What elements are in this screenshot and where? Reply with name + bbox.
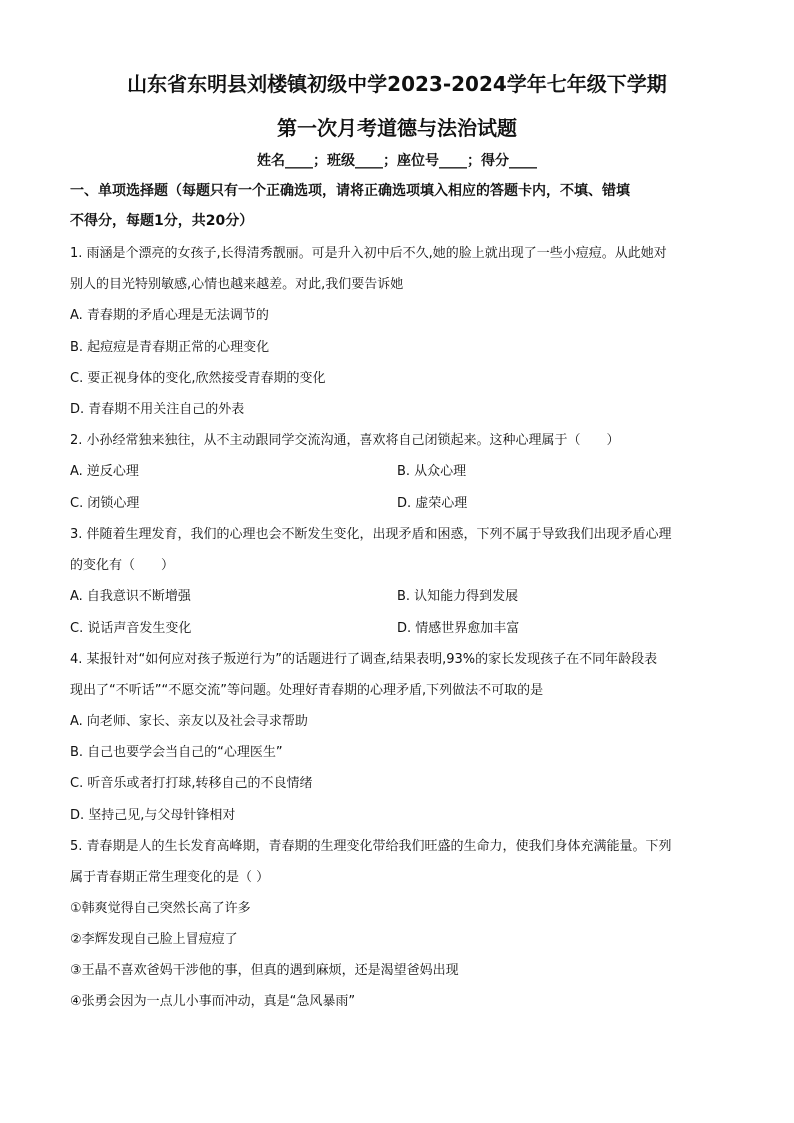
question-2-option-a: A. 逆反心理 xyxy=(70,464,139,479)
question-3-option-a: A. 自我意识不断增强 xyxy=(70,589,191,604)
question-4-option-d: D. 坚持己见,与父母针锋相对 xyxy=(70,808,236,823)
question-1-option-d: D. 青春期不用关注自己的外表 xyxy=(70,402,245,417)
question-5-stem-line2: 属于青春期正常生理变化的是（ ） xyxy=(70,870,270,885)
question-4-stem-line2: 现出了“不听话”“不愿交流”等问题。处理好青春期的心理矛盾,下列做法不可取的是 xyxy=(70,683,544,698)
exam-title-line1: 山东省东明县刘楼镇初级中学2023-2024学年七年级下学期 xyxy=(127,72,667,96)
question-1-stem-line2: 别人的目光特别敏感,心情也越来越差。对此,我们要告诉她 xyxy=(70,277,404,292)
section-heading-line1: 一、单项选择题（每题只有一个正确选项，请将正确选项填入相应的答题卡内，不填、错填 xyxy=(70,183,630,199)
question-2-option-b: B. 从众心理 xyxy=(397,464,467,479)
question-2-option-d: D. 虚荣心理 xyxy=(397,496,468,511)
question-4-option-c: C. 听音乐或者打打球,转移自己的不良情绪 xyxy=(70,776,313,791)
question-1-option-a: A. 青春期的矛盾心理是无法调节的 xyxy=(70,308,269,323)
question-1-option-c: C. 要正视身体的变化,欣然接受青春期的变化 xyxy=(70,371,326,386)
question-3-option-b: B. 认知能力得到发展 xyxy=(397,589,519,604)
question-5-stem-line1: 5. 青春期是人的生长发育高峰期，青春期的生理变化带给我们旺盛的生命力，使我们身体充满能量。下列 xyxy=(70,839,672,854)
question-3-option-c: C. 说话声音发生变化 xyxy=(70,621,192,636)
student-info-line: 姓名____；班级____；座位号____；得分____ xyxy=(257,153,537,169)
question-4-stem-line1: 4. 某报针对“如何应对孩子叛逆行为”的话题进行了调查,结果表明,93%的家长发现孩子在不同年龄段表 xyxy=(70,652,658,667)
question-2-option-c: C. 闭锁心理 xyxy=(70,496,140,511)
question-5-item-1: ①韩爽觉得自己突然长高了许多 xyxy=(70,901,251,916)
question-5-item-4: ④张勇会因为一点儿小事而冲动，真是“急风暴雨” xyxy=(70,994,356,1009)
exam-title-line2: 第一次月考道德与法治试题 xyxy=(277,116,517,140)
question-2-stem: 2. 小孙经常独来独往，从不主动跟同学交流沟通，喜欢将自己闭锁起来。这种心理属于（ ） xyxy=(70,433,620,448)
question-3-stem-line1: 3. 伴随着生理发育，我们的心理也会不断发生变化，出现矛盾和困惑，下列不属于导致我们出现矛盾心理 xyxy=(70,527,672,542)
question-4-option-a: A. 向老师、家长、亲友以及社会寻求帮助 xyxy=(70,714,308,729)
question-1-stem-line1: 1. 雨涵是个漂亮的女孩子,长得清秀靓丽。可是升入初中后不久,她的脸上就出现了一些小痘痘。从此她对 xyxy=(70,246,667,261)
question-5-item-3: ③王晶不喜欢爸妈干涉他的事，但真的遇到麻烦，还是渴望爸妈出现 xyxy=(70,963,459,978)
question-3-stem-line2: 的变化有（ ） xyxy=(70,558,175,573)
question-5-item-2: ②李辉发现自己脸上冒痘痘了 xyxy=(70,932,238,947)
question-3-option-d: D. 情感世界愈加丰富 xyxy=(397,621,520,636)
section-heading-line2: 不得分，每题1分，共20分） xyxy=(70,213,254,229)
question-4-option-b: B. 自己也要学会当自己的“心理医生” xyxy=(70,745,283,760)
question-1-option-b: B. 起痘痘是青春期正常的心理变化 xyxy=(70,340,270,355)
